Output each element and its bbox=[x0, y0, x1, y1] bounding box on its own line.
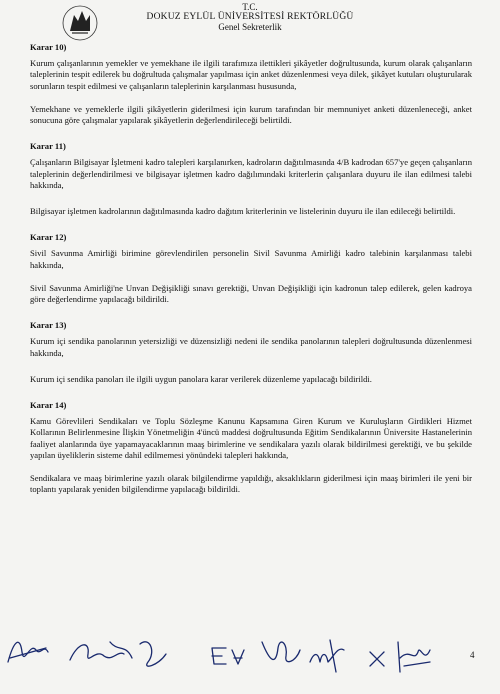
decision-paragraph: Kurum içi sendika panolarının yetersizliği ve düzensizliği nedeni ile sendika panolarının talepleri doğrultusunda düzenlenmesi hakkında, bbox=[30, 336, 472, 358]
decision-heading: Karar 13) bbox=[30, 320, 67, 331]
signatures bbox=[0, 622, 500, 682]
decision-paragraph: Çalışanların Bilgisayar İşletmeni kadro talepleri karşılanırken, kadroların dağıtılmasında 4/B kadrodan 657'ye geçen çalışanların taleplerinin değerlendirilmesi ve bilgisayar işletmen kadro dağılımındaki kriterlerin çalışanlara duyuru ile ilan edilmesi talebi hakkında, bbox=[30, 157, 472, 190]
header-department: Genel Sekreterlik bbox=[218, 22, 282, 32]
signature-3 bbox=[140, 642, 166, 666]
decision-paragraph: Bilgisayar işletmen kadrolarının dağıtılmasında kadro dağıtım kriterlerinin ve listelerinin duyuru ile ilan edileceği belirtildi. bbox=[30, 206, 456, 217]
decision-paragraph: Kurum içi sendika panoları ile ilgili uygun panolara karar verilerek düzenleme yapılacağı bildirildi. bbox=[30, 373, 372, 384]
signature-6 bbox=[310, 640, 344, 672]
decision-paragraph: Kurum çalışanlarının yemekler ve yemekhane ile ilgili tarafımıza ilettikleri şikâyetler doğrultusunda, kurum olarak çalışanların taleplerinin tespit edilerek bu doğrultuda çalışmalar yapılması için anket düzenlenmesi veya dilek, şikâyet kutuları oluşturularak sorunların tespit edilmesi ve çalışanların taleplerinin karşılanması hususunda, bbox=[30, 58, 472, 91]
signature-7 bbox=[370, 652, 384, 666]
header-line-tc: T.C. bbox=[242, 2, 258, 12]
decision-paragraph: Kamu Görevlileri Sendikaları ve Toplu Sözleşme Kanunu Kapsamına Giren Kurum ve Kuruluşların Girdikleri Hizmet Kollarının Belirlenmesine İlişkin Yönetmeliğin 4'üncü maddesi doğrultusunda Eğitim Sendikalarının Üniversite Hastanelerinin faaliyet alanlarında üye yapamayacaklarının maaş birimlerine ve sendikalara yazılı olarak bildirilmesi gerektiği, ve bu şekilde yapılan üyeliklerin sisteme dahil edilmemesi yönündeki talepleri hakkında, bbox=[30, 416, 472, 460]
decision-paragraph: Yemekhane ve yemeklerle ilgili şikâyetlerin giderilmesi için kurum tarafından bir memnuniyet anketi düzenleneceği, anket sonucuna göre çalışmalar yapılarak şikâyetlerin değerlendirileceği belirtildi. bbox=[30, 103, 472, 126]
decision-paragraph: Sivil Savunma Amirliği birimine görevlendirilen personelin Sivil Savunma Amirliği kadro talebinin karşılanması talebi hakkında, bbox=[30, 248, 472, 270]
decision-paragraph: Sendikalara ve maaş birimlerine yazılı olarak bilgilendirme yapıldığı, aksaklıkların giderilmesi için maaş birimleri ile yeni bir toplantı yapılarak yeniden bilgilendirme yapılacağı bildirildi. bbox=[30, 473, 472, 495]
signature-8 bbox=[398, 642, 430, 672]
signature-4 bbox=[212, 648, 244, 664]
document-header bbox=[0, 2, 500, 32]
decision-heading: Karar 14) bbox=[30, 400, 67, 411]
signature-5 bbox=[262, 642, 300, 662]
signature-1 bbox=[8, 642, 48, 662]
page-number: 4 bbox=[470, 650, 475, 660]
decision-heading: Karar 12) bbox=[30, 232, 67, 243]
decision-heading: Karar 11) bbox=[30, 141, 66, 152]
decision-paragraph: Sivil Savunma Amirliği'ne Unvan Değişikliği sınavı gerektiği, Unvan Değişikliği için kadronun talep edilerek, gelen kadroya göre değerlendirme yapılacağı bildirildi. bbox=[30, 282, 472, 305]
document-body bbox=[30, 42, 472, 495]
decision-heading: Karar 10) bbox=[30, 42, 67, 52]
header-institution: DOKUZ EYLÜL ÜNİVERSİTESİ REKTÖRLÜĞÜ bbox=[146, 12, 354, 22]
